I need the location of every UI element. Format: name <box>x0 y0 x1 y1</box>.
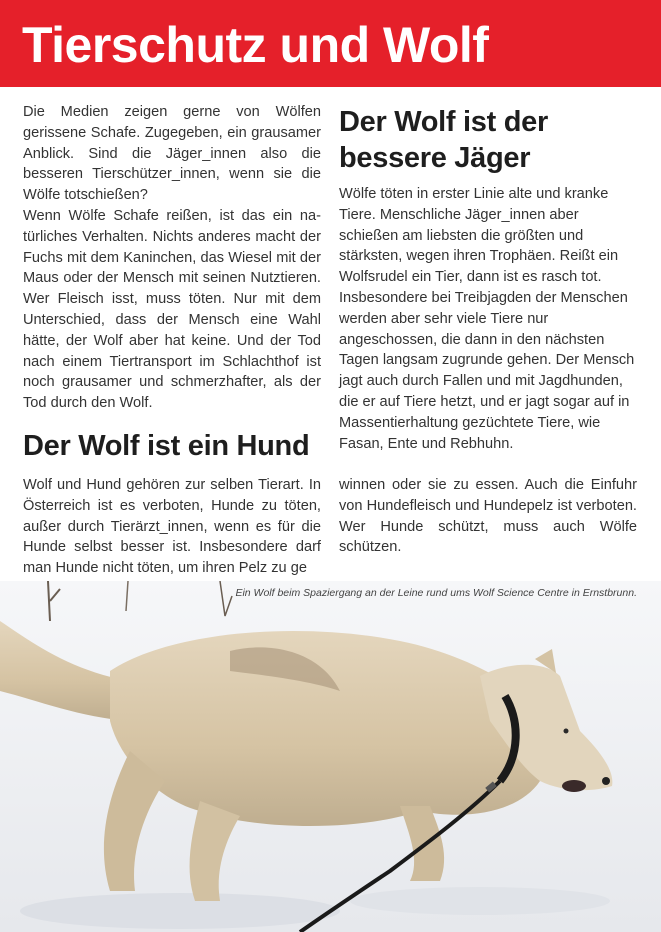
wolf-eye <box>564 729 569 734</box>
intro-column <box>23 102 321 414</box>
wolf-nose <box>602 777 610 785</box>
intro-paragraph-2: Wenn Wölfe Schafe reißen, ist das ein natürliches Verhalten. Nichts anderes macht der Fuchs mit dem Kaninchen, das Wiesel mit der Maus oder der Mensch mit seinen Nutztieren. Wer Fleisch isst, muss töten. Nur mit dem Unterschied, dass der Mensch eine Wahl hätte, der Wolf aber hat keine. Und der Tod nach einem Tiertransport im Schlachthof ist noch grausamer und schmerzhafter, als der Tod durch den Wolf. <box>23 207 321 412</box>
wolf-mouth <box>562 780 586 792</box>
dog-paragraph-right: winnen oder sie zu essen. Auch die Einfuhr von Hundefleisch und Hundepelz ist verboten. Wer Hunde schützt, muss auch Wölfe schützen. <box>339 477 637 556</box>
hunter-column <box>339 104 637 454</box>
wolf-illustration <box>0 581 661 932</box>
hunter-paragraph: Wölfe töten in erster Linie alte und kranke Tiere. Menschliche Jäger_innen aber schießen am liebsten die größten und stärksten, wegen ihren Trophäen. Reißt ein Wolfsrudel ein Tier, dann ist es rasch tot. Insbesondere bei Treibjagden der Menschen werden aber sehr viele Tiere nur angeschossen, die dann in den nächsten Tagen langsam zugrunde gehen. Der Mensch jagt auch durch Fallen und mit Jagdhunden, die er auf Tiere hetzt, und er jagt sogar auf in Massentierhaltung gezüchtete Tiere, wie Fasan, Ente und Rebhuhn. <box>339 186 635 452</box>
wolf-photo <box>0 581 661 932</box>
snow-shadow <box>350 887 610 915</box>
snow-shadow <box>20 893 340 929</box>
photo-caption: Ein Wolf beim Spaziergang an der Leine rund ums Wolf Science Centre in Ernstbrunn. <box>235 587 637 599</box>
section-heading-dog: Der Wolf ist ein Hund <box>23 430 310 462</box>
dog-column-right <box>339 475 637 558</box>
section-heading-hunter: Der Wolf ist der bessere Jäger <box>339 106 548 174</box>
dog-paragraph-left: Wolf und Hund gehören zur selben Tierart. In Österreich ist es verboten, Hunde zu töten, außer durch Tierärzt_innen, wenn es für die Hunde selbst besser ist. Insbesondere darf man Hunde nicht töten, um ihren Pelz zu ge <box>23 477 321 577</box>
page-title: Tierschutz und Wolf <box>22 17 489 73</box>
page-header <box>0 0 661 87</box>
intro-paragraph-1: Die Medien zeigen gerne von Wölfen gerissene Schafe. Zugegeben, ein grausamer Anblick. Sind die Jäger_innen also die besseren Tierschützer_innen, wenn sie die Wölfe totschießen? <box>23 104 321 204</box>
dog-column-left <box>23 475 321 579</box>
